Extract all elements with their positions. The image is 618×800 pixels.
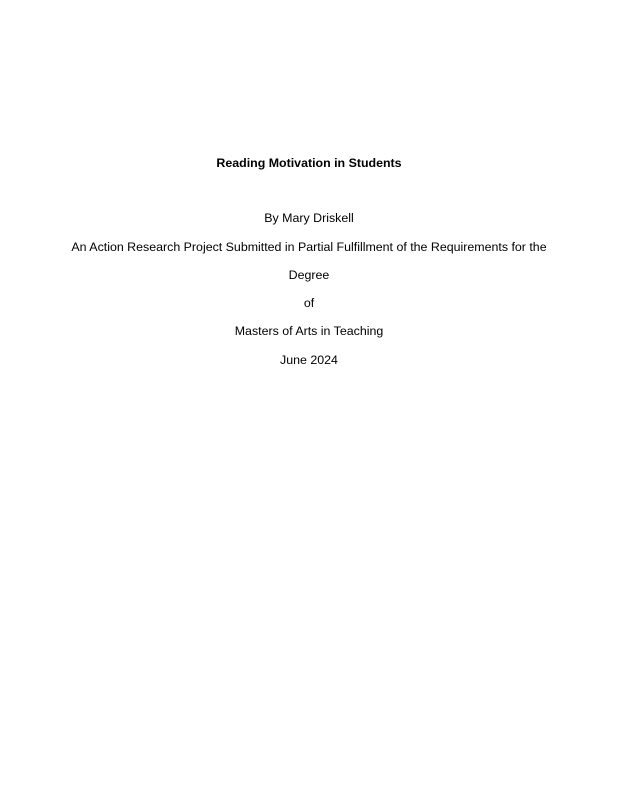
degree-name: Masters of Arts in Teaching [234, 324, 384, 338]
submission-date: June 2024 [280, 353, 338, 367]
submission-statement: An Action Research Project Submitted in Partial Fulfillment of the Requirements for the [71, 240, 547, 254]
document-title: Reading Motivation in Students [216, 156, 402, 170]
of-label: of [303, 296, 315, 310]
degree-label: Degree [288, 268, 330, 282]
author-line: By Mary Driskell [264, 211, 354, 225]
